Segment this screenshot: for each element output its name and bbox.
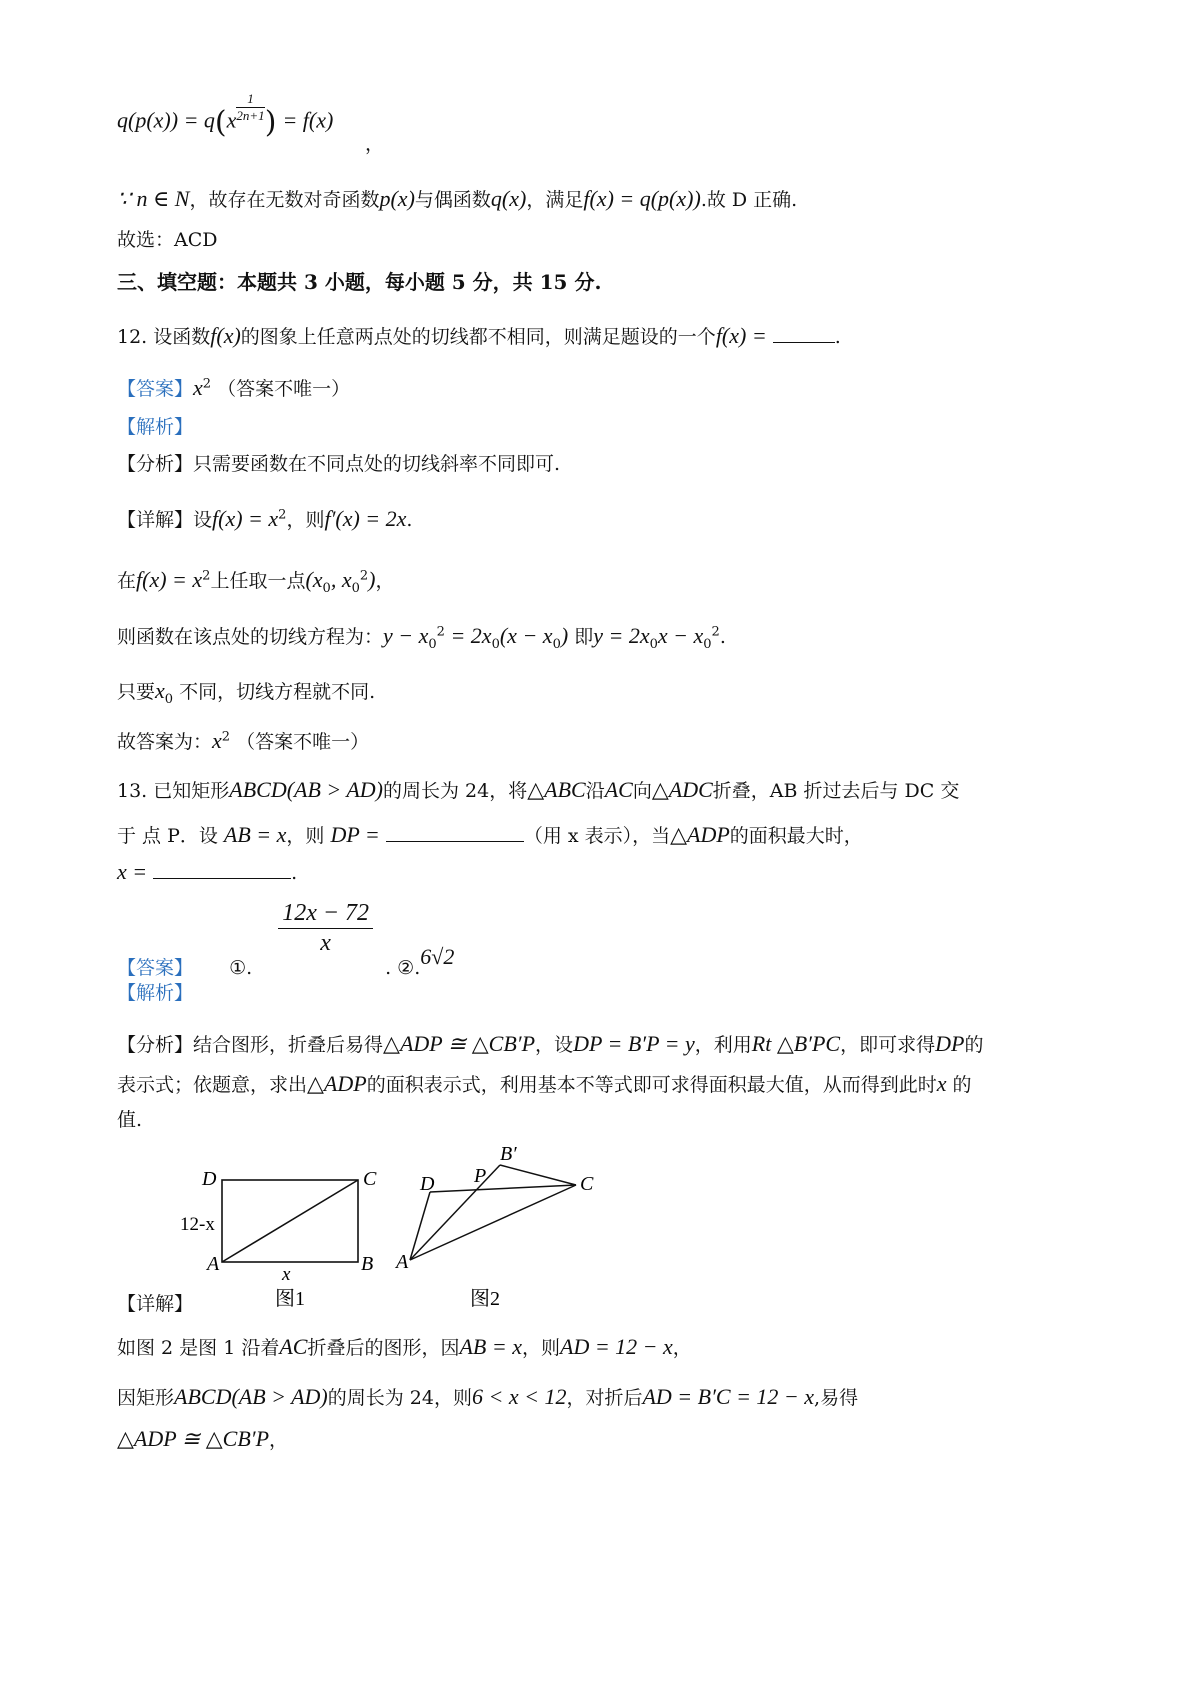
answer-line-13: 【答案】 ①. $\frac{12x - 72}{x}$ . ②.6√2 — [117, 900, 455, 979]
formula-rhs: = f(x) — [282, 107, 334, 133]
label-a: A — [207, 1253, 220, 1275]
choice-answer: 故选：ACD — [117, 229, 218, 251]
section-heading: 三、填空题：本题共 3 小题，每小题 5 分，共 15 分. — [117, 270, 602, 294]
detail-line-3: 则函数在该点处的切线方程为：$y - x_0^2 = 2x_0(x - x_0)$ 即$y = 2x_0x - x_0^2$. — [117, 623, 726, 652]
detail-line-2: 在$f(x) = x^2$上任取一点($x_0$, $x_0^2$)， — [117, 567, 395, 596]
analysis-line: 【分析】只需要函数在不同点处的切线斜率不同即可. — [117, 453, 561, 475]
analysis-tag: 【解析】 — [117, 416, 194, 438]
label-p: P — [474, 1165, 487, 1187]
caption-figure-2: 图2 — [470, 1288, 500, 1310]
analysis-13-line-3: 值. — [117, 1109, 143, 1131]
answer-line: 【答案】$x^2$ （答案不唯一） — [117, 375, 351, 400]
analysis-13-line-1: 【分析】结合图形，折叠后易得△ADP ≅ △CB′P，设DP = B′P = y，利用Rt △B′PC，即可求得DP的 — [117, 1031, 984, 1056]
detail-line-4: 只要$x_0$ 不同，切线方程就不同. — [117, 678, 376, 707]
text-line: ∵ n ∈ N，故存在无数对奇函数p(x)与偶函数q(x)，满足f(x) = q(p(x)).故 D 正确. — [117, 186, 798, 211]
caption-figure-1: 图1 — [275, 1288, 305, 1310]
question-13-line-2: 于 点 P．设 AB = x，则 DP = （用 x 表示），当△ADP的面积最大时， — [117, 822, 863, 847]
answer-fraction: $\frac{12x - 72}{x}$ — [278, 900, 373, 957]
question-13-line-3: x = . — [117, 859, 298, 884]
detail-line: 【详解】设$f(x) = x^2$，则f′(x) = 2x. — [117, 506, 413, 531]
formula-lhs: q(p(x)) = q — [117, 107, 215, 133]
answer-blank — [773, 324, 835, 343]
label-d: D — [420, 1173, 435, 1195]
comma: ， — [365, 133, 385, 155]
formula-line: q(p(x)) = q(x $\frac{1}{2n+1}$ ) = f(x) — [117, 91, 334, 140]
answer-tag: 【答案】 — [117, 378, 194, 400]
detail-line-5: 故答案为：$x^2$ （答案不唯一） — [117, 728, 370, 753]
answer-blank-2 — [153, 860, 291, 879]
label-side: 12-x — [180, 1214, 215, 1235]
figure-1 — [180, 1168, 377, 1310]
label-c: C — [580, 1173, 594, 1195]
label-c: C — [363, 1168, 377, 1190]
answer-tag: 【答案】 — [117, 956, 194, 979]
analysis-13-line-2: 表示式；依题意，求出△ADP的面积表示式，利用基本不等式即可求得面积最大值，从而得到此时x 的 — [117, 1071, 972, 1096]
label-bottom: x — [282, 1264, 291, 1285]
detail-tag-13: 【详解】 — [117, 1293, 194, 1315]
label-b-prime: B′ — [500, 1143, 517, 1165]
figure-2 — [394, 1143, 594, 1310]
analysis-tag-13: 【解析】 — [117, 982, 194, 1004]
detail-13-line-1: 如图 2 是图 1 沿着AC折叠后的图形，因AB = x，则AD = 12 − x， — [117, 1334, 692, 1359]
label-a: A — [396, 1251, 409, 1273]
question-12: 12. 设函数f(x)的图象上任意两点处的切线都不相同，则满足题设的一个f(x) = . — [117, 323, 841, 348]
label-d: D — [202, 1168, 217, 1190]
question-13-line-1: 13. 已知矩形ABCD(AB > AD)的周长为 24，将△ABC沿AC向△ADC折叠，AB 折过去后与 DC 交 — [117, 777, 960, 802]
detail-13-line-3: △ADP ≅ △CB′P， — [117, 1426, 289, 1451]
label-b: B — [361, 1253, 374, 1275]
exponent-fraction: $\frac{1}{2n+1}$ — [236, 91, 265, 123]
detail-13-line-2: 因矩形ABCD(AB > AD)的周长为 24，则6 < x < 12，对折后AD = B′C = 12 − x,易得 — [117, 1384, 859, 1409]
geometry-figures — [170, 1140, 650, 1315]
answer-blank-1 — [386, 823, 524, 842]
